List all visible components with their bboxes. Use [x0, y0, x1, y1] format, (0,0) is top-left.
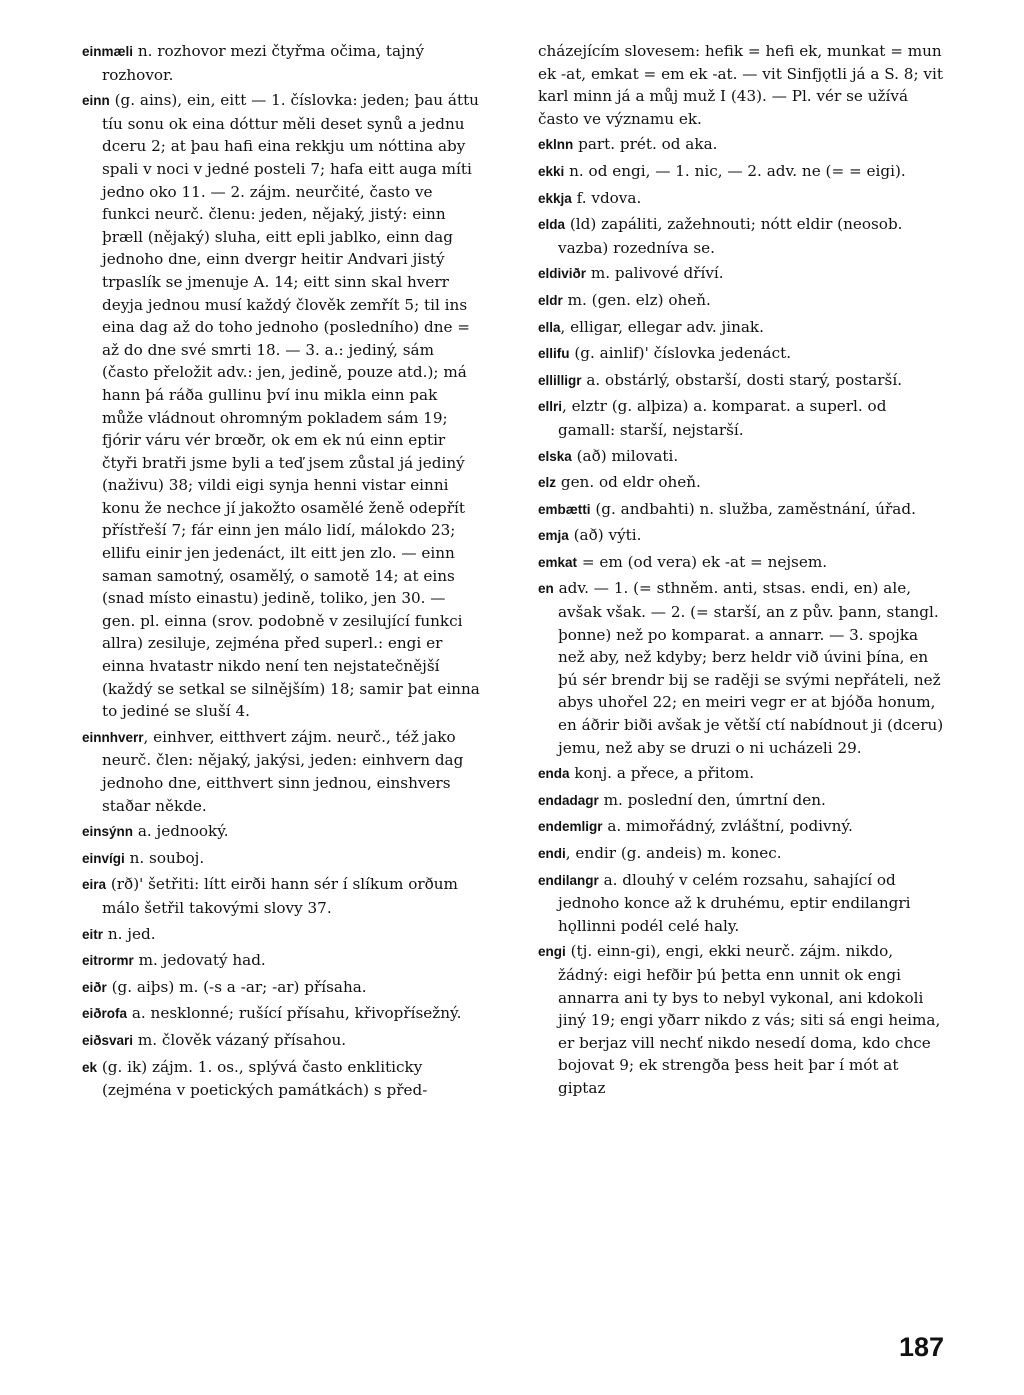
- dictionary-entry: [538, 342, 948, 366]
- entry-definition: m. člověk vázaný přísahou.: [133, 1030, 347, 1049]
- dictionary-entry: [538, 789, 948, 813]
- entry-headword: ella: [538, 319, 561, 335]
- entry-headword: emja: [538, 528, 569, 544]
- entry-definition: (g. andbahti) n. služba, zaměstnání, úřad.: [590, 499, 916, 518]
- entry-definition: gen. od eldr oheň.: [556, 473, 701, 492]
- dictionary-entry: [538, 842, 948, 866]
- entry-definition: (g. ains), ein, eitt — 1. číslovka: jeden; þau áttu tíu sonu ok eina dóttur měli deset synů a jednu dceru 2; at þau hafi eina rekkju um nóttina aby spali v noci v jedné posteli 7; hafa eitt auga míti jedno oko 11. — 2. zájm. neurčité, často ve funkci neurč. členu: jeden, nějaký, jistý: einn þræll (nějaký) sluha, eitt epli jablko, einn dag jednoho dne, einn dvergr heitir Andvari jistý trpaslík se jmenuje A. 14; eitt sinn skal hverr deyja jednou musí každý člověk zemřít 5; til ins eina dag až do toho jednoho (posledního) dne = až do dne své smrti 18. — 3. a.: jediný, sám (často přeložit adv.: jen, jedině, pouze atd.); má hann þá ráða gullinu því inu mikla einn pak může vládnout ohromným pokladem sám 19; fjórir váru vér brœðr, ok em ek nú einn eptir čtyři bratři jsme byli a teď jsem zůstal já jediný (naživu) 38; vildi eigi synja henni vistar einni konu že nechce jí jakožto osamělé ženě odepřít přístřeší 7; fár einn jen málo lidí, málokdo 23; ellifu einir jen jedenáct, ilt eitt jen zlo. — einn saman samotný, osamělý, o samotě 14; at eins (snad místo einastu) jedině, toliko, jen 30. — gen. pl. einna (srov. podobně v zesilující funkci allra) zesiluje, zejména před superl.: engi er einna hvatastr nikdo není ten nejstatečnější (každý se setkal se silnějším) 18; samir þat einna to jediné se sluší 4.: [102, 91, 480, 721]
- entry-headword: einnhverr: [82, 729, 144, 745]
- entry-definition: a. mimořádný, zvláštní, podivný.: [602, 817, 853, 836]
- entry-headword: elska: [538, 448, 572, 464]
- right-column: [538, 40, 948, 1103]
- entry-definition: (rð)' šetřiti: lítt eirði hann sér í slíkum orðum málo šetřil takovými slovy 37.: [102, 875, 458, 917]
- dictionary-entry: [538, 762, 948, 786]
- entry-definition: , endir (g. andeis) m. konec.: [565, 844, 782, 862]
- dictionary-entry: [538, 577, 948, 759]
- entry-definition: adv. — 1. (= sthněm. anti, stsas. endi, en) ale, avšak však. — 2. (= starší, an z pův. þann, stangl. þonne) než po komparat. a annarr. — 3. spojka než aby, než kdyby; berz heldr við úvini þína, en þú sér brendr bij se raději se svými nepřáteli, než abys uhořel 22; en meiri vegr er at bjóða honum, en áðrir biði avšak je větší ctí nabídnout ji (dceru) jemu, než aby se druzi o ni ucházeli 29.: [553, 579, 944, 757]
- entry-headword: emkat: [538, 554, 578, 570]
- entry-definition: n. rozhovor mezi čtyřma očima, tajný rozhovor.: [102, 42, 425, 84]
- entry-headword: einn: [82, 93, 110, 109]
- entry-definition: , einhver, eitthvert zájm. neurč., též jako neurč. člen: nějaký, jakýsi, jeden: einhvern dag jednoho dne, eitthvert sinn jednou, einshvers staðar někde.: [102, 727, 464, 815]
- entry-definition: m. poslední den, úmrtní den.: [598, 790, 826, 809]
- dictionary-entry: [538, 498, 948, 522]
- entry-definition: a. obstárlý, obstarší, dosti starý, postarší.: [581, 370, 903, 389]
- page-number: 187: [898, 1332, 944, 1362]
- dictionary-entry: [538, 369, 948, 393]
- entry-headword: ellilligr: [538, 372, 582, 388]
- dictionary-entry: [82, 726, 482, 817]
- entry-headword: eira: [82, 877, 107, 893]
- dictionary-entry: [538, 213, 948, 259]
- entry-headword: ellri: [538, 399, 563, 415]
- dictionary-entry: [538, 471, 948, 495]
- entry-headword: endadagr: [538, 792, 599, 808]
- dictionary-entry: [538, 551, 948, 575]
- dictionary-entry: [538, 187, 948, 211]
- entry-definition: = em (od vera) ek -at = nejsem.: [577, 552, 828, 571]
- entry-definition: m. palivové dříví.: [586, 264, 724, 283]
- entry-definition: a. nesklonné; rušící přísahu, křivopřísežný.: [127, 1004, 462, 1023]
- dictionary-entry: [82, 1056, 482, 1102]
- entry-headword: enda: [538, 766, 570, 782]
- dictionary-entry: [82, 820, 482, 844]
- entry-definition: , elligar, ellegar adv. jinak.: [560, 317, 764, 336]
- entry-definition: konj. a přece, a přitom.: [569, 764, 755, 783]
- dictionary-entry: [538, 262, 948, 286]
- dictionary-entry: [82, 1029, 482, 1053]
- entry-definition: (ld) zapáliti, zažehnouti; nótt eldir (neosob. vazba) rozedníva se.: [558, 215, 903, 257]
- entry-definition: (tj. einn-gi), engi, ekki neurč. zájm. nikdo, žádný: eigi hefðir þú þetta enn unnit ok engi annarra ani ty bys to nebyl vykonal, ani kdokoli jiný 19; engi yðarr nikdo z vás; siti sá engi heima, er berjaz vill nechť nikdo nesedí doma, kdo chce bojovat 9; ek strengða þess heit þar í mót at giptaz: [558, 942, 941, 1097]
- entry-definition: , elztr (g. alþiza) a. komparat. a superl. od gamall: starší, nejstarší.: [558, 397, 887, 439]
- entry-headword: endilangr: [538, 872, 599, 888]
- entry-headword: engi: [538, 944, 566, 960]
- entry-headword: elz: [538, 475, 557, 491]
- entry-headword: elda: [538, 217, 566, 233]
- entry-definition: (g. ainlif)' číslovka jedenáct.: [569, 344, 792, 363]
- entry-headword: en: [538, 581, 554, 597]
- dictionary-entry: [538, 815, 948, 839]
- dictionary-entry: [538, 316, 948, 340]
- dictionary-entry: [538, 289, 948, 313]
- dictionary-entry: [538, 133, 948, 157]
- entry-headword: ellifu: [538, 346, 570, 362]
- entry-definition: a. jednooký.: [133, 822, 229, 841]
- entry-headword: ek: [82, 1059, 98, 1075]
- entry-definition: a. dlouhý v celém rozsahu, sahající od jednoho konce až k druhému, eptir endilangri hǫllinni podél celé haly.: [558, 870, 911, 935]
- dictionary-entry: [82, 923, 482, 947]
- dictionary-entry: [538, 160, 948, 184]
- dictionary-entry: [538, 445, 948, 469]
- entry-definition: part. prét. od aka.: [573, 135, 718, 154]
- entry-headword: eiðr: [82, 979, 107, 995]
- entry-definition: (að) výti.: [568, 526, 642, 545]
- entry-definition: cházejícím slovesem: hefik = hefi ek, munkat = mun ek -at, emkat = em ek -at. — vit Sinfjǫtli já a S. 8; vit karl minn já a můj muž I (43). — Pl. vér se užívá často ve významu ek.: [538, 42, 943, 128]
- entry-definition: (g. aiþs) m. (-s a -ar; -ar) přísaha.: [106, 977, 367, 996]
- dictionary-entry: [82, 976, 482, 1000]
- left-column: [82, 40, 482, 1105]
- dictionary-entry: [82, 873, 482, 919]
- entry-headword: embætti: [538, 501, 591, 517]
- entry-headword: einsýnn: [82, 824, 134, 840]
- dictionary-entry: [82, 847, 482, 871]
- entry-definition: f. vdova.: [571, 188, 642, 207]
- entry-headword: ekkja: [538, 190, 572, 206]
- dictionary-entry: [538, 940, 948, 1099]
- entry-definition: n. jed.: [103, 924, 156, 943]
- entry-headword: eldiviðr: [538, 266, 587, 282]
- dictionary-entry: [82, 40, 482, 86]
- entry-definition: n. souboj.: [124, 848, 205, 867]
- entry-definition: (g. ik) zájm. 1. os., splývá často enkliticky (zejména v poetických památkách) s před-: [97, 1057, 428, 1100]
- dictionary-entry: [82, 1002, 482, 1026]
- entry-headword: eklnn: [538, 137, 574, 153]
- entry-headword: eldr: [538, 292, 563, 308]
- entry-definition: m. jedovatý had.: [133, 951, 266, 970]
- entry-headword: eiðsvari: [82, 1032, 134, 1048]
- entry-definition: (að) milovati.: [571, 446, 679, 465]
- entry-definition: m. (gen. elz) oheň.: [562, 290, 711, 309]
- dictionary-entry: [82, 89, 482, 723]
- dictionary-entry: [82, 949, 482, 973]
- entry-definition: n. od engi, — 1. nic, — 2. adv. ne (= = eigi).: [564, 161, 906, 180]
- entry-headword: einmæli: [82, 44, 134, 59]
- entry-headword: endemligr: [538, 819, 603, 835]
- entry-headword: eitrormr: [82, 953, 134, 969]
- dictionary-entry: [538, 40, 948, 130]
- entry-headword: ekki: [538, 163, 565, 179]
- entry-headword: einvígi: [82, 850, 125, 866]
- dictionary-entry: [538, 524, 948, 548]
- entry-headword: endi: [538, 846, 566, 861]
- dictionary-entry: [538, 395, 948, 441]
- dictionary-entry: [538, 869, 948, 938]
- entry-headword: eiðrofa: [82, 1006, 128, 1022]
- entry-headword: eitr: [82, 926, 104, 942]
